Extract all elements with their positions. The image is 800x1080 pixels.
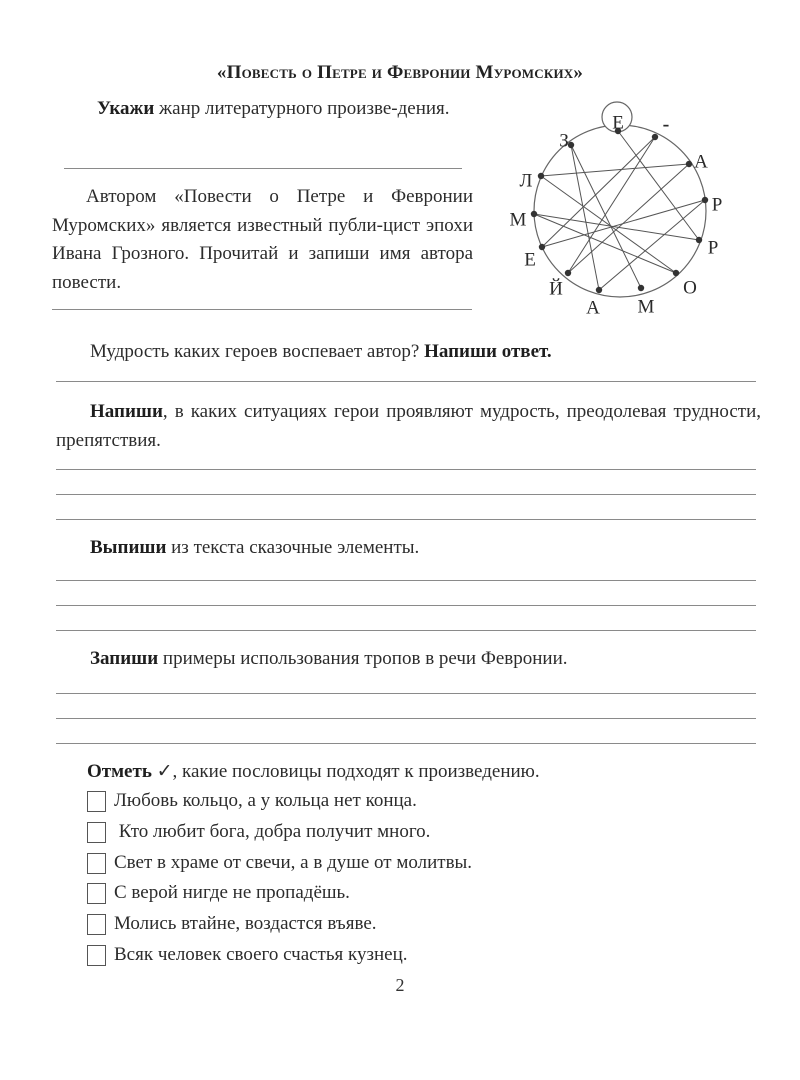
answer-line-tropes-3[interactable]	[56, 743, 756, 744]
task-text: , в каких ситуациях герои проявляют мудрость, преодолевая трудности, препятствия.	[56, 401, 761, 451]
proverb-option[interactable]	[87, 820, 430, 844]
task-proverbs	[87, 758, 767, 787]
answer-line-fairytale-1[interactable]	[56, 580, 756, 581]
task-verb: Отметь	[87, 761, 152, 782]
puzzle-letter: А	[694, 151, 708, 173]
answer-line-tropes-2[interactable]	[56, 718, 756, 719]
puzzle-dot	[673, 270, 679, 276]
task-tropes	[90, 645, 770, 674]
connection-line	[541, 164, 689, 176]
connection-line	[541, 176, 676, 273]
page-title-text: «Повесть о Петре и Февронии Муромских»	[216, 62, 584, 83]
connection-line	[534, 214, 699, 240]
puzzle-dot	[638, 285, 644, 291]
task-text: из текста сказочные элементы.	[166, 537, 420, 558]
proverb-option[interactable]	[87, 789, 417, 813]
task-verb: Напиши ответ.	[424, 341, 552, 362]
proverb-label: Всяк человек своего счастья кузнец.	[114, 944, 408, 965]
puzzle-letter: -	[662, 113, 670, 136]
proverb-label: Любовь кольцо, а у кольца нет конца.	[114, 790, 417, 811]
puzzle-letter: О	[683, 277, 697, 299]
puzzle-dot	[596, 287, 602, 293]
proverb-option[interactable]	[87, 851, 472, 875]
checkbox[interactable]	[87, 883, 106, 904]
task-text: , какие пословицы подходят к произведению.	[172, 761, 540, 782]
answer-line-wisdom[interactable]	[56, 381, 756, 382]
task-fairytale	[90, 534, 770, 563]
checkbox[interactable]	[87, 791, 106, 812]
puzzle-letter: Л	[519, 170, 533, 192]
answer-line-fairytale-2[interactable]	[56, 605, 756, 606]
puzzle-dot	[539, 244, 545, 250]
connection-line	[571, 145, 599, 290]
checkbox[interactable]	[87, 914, 106, 935]
puzzle-letter: Е	[612, 112, 624, 134]
puzzle-letter: Е	[524, 249, 536, 271]
proverb-option[interactable]	[87, 943, 408, 967]
puzzle-letter: М	[509, 209, 527, 231]
answer-line-tropes-1[interactable]	[56, 693, 756, 694]
puzzle-letter: Р	[707, 237, 719, 259]
task-text: Мудрость каких героев воспевает автор?	[90, 341, 425, 362]
checkbox[interactable]	[87, 853, 106, 874]
checkmark-icon: ✓	[156, 761, 173, 782]
puzzle-letter: Р	[711, 194, 723, 216]
proverb-option[interactable]	[87, 881, 350, 905]
puzzle-dot	[696, 237, 702, 243]
proverb-option[interactable]	[87, 912, 377, 936]
proverb-label: Свет в храме от свечи, а в душе от молитвы.	[114, 852, 473, 873]
task-wisdom	[90, 338, 770, 367]
checkbox[interactable]	[87, 945, 106, 966]
task-situations	[56, 398, 761, 455]
task-verb: Укажи	[97, 98, 155, 119]
proverb-label: Молись втайне, воздастся въяве.	[114, 913, 377, 934]
task-verb: Запиши	[90, 648, 159, 669]
task-text: жанр литературного произве-дения.	[154, 98, 450, 119]
task-text: Автором «Повести о Петре и Февронии Муромских» является известный публи-цист эпохи Ивана Грозного. Прочитай и запиши имя автора повести.	[52, 186, 473, 293]
connection-line	[618, 131, 699, 240]
proverb-label: Кто любит бога, добра получит много.	[114, 821, 431, 842]
puzzle-dot	[702, 197, 708, 203]
checkbox[interactable]	[87, 822, 106, 843]
puzzle-letter: М	[637, 296, 655, 318]
puzzle-dot	[652, 134, 658, 140]
task-verb: Выпиши	[90, 537, 167, 558]
puzzle-letter: З	[559, 130, 569, 152]
puzzle-dot	[686, 161, 692, 167]
puzzle-letter: Й	[549, 278, 563, 300]
puzzle-dot	[565, 270, 571, 276]
answer-line-situations-3[interactable]	[56, 519, 756, 520]
answer-line-fairytale-3[interactable]	[56, 630, 756, 631]
puzzle-dot	[531, 211, 537, 217]
puzzle-dot	[538, 173, 544, 179]
puzzle-lines	[534, 131, 705, 290]
answer-line-situations-1[interactable]	[56, 469, 756, 470]
answer-line-situations-2[interactable]	[56, 494, 756, 495]
puzzle-letter: А	[586, 297, 600, 319]
connection-line	[568, 164, 689, 273]
letter-circle-puzzle	[0, 0, 800, 340]
task-verb: Напиши	[90, 401, 163, 422]
page-number: 2	[395, 975, 405, 995]
task-text: примеры использования тропов в речи Февронии.	[158, 648, 568, 669]
proverb-label: С верой нигде не пропадёшь.	[114, 882, 350, 903]
